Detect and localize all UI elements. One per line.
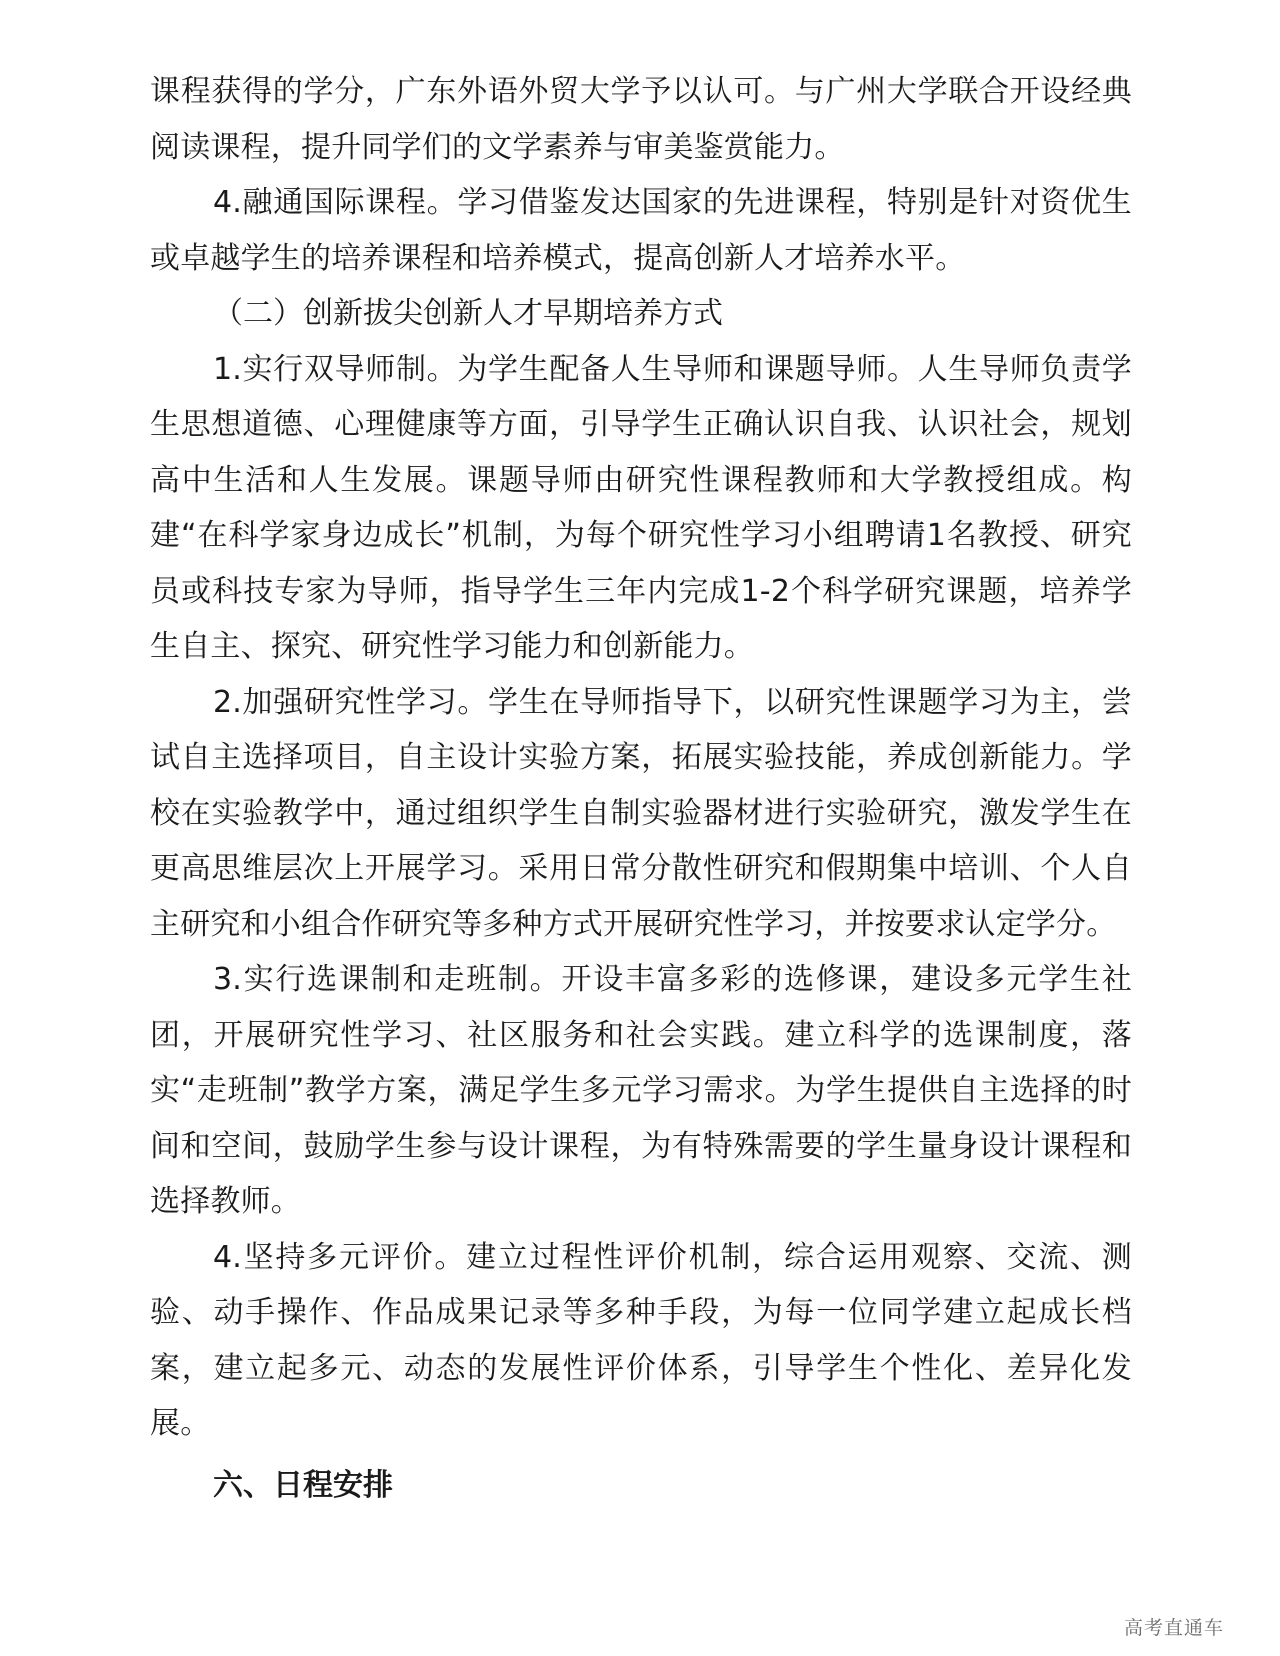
paragraph-dual-mentor: 1.实行双导师制。为学生配备人生导师和课题导师。人生导师负责学生思想道德、心理健康等方面，引导学生正确认识自我、认识社会，规划高中生活和人生发展。课题导师由研究性课程教师和大学教授组成。构建“在科学家身边成长”机制，为每个研究性学习小组聘请1名教授、研究员或科技专家为导师，指导学生三年内完成1-2个科学研究课题，培养学生自主、探究、研究性学习能力和创新能力。	[150, 351, 1132, 664]
paragraph-course-selection: 3.实行选课制和走班制。开设丰富多彩的选修课，建设多元学生社团，开展研究性学习、社区服务和社会实践。建立科学的选课制度，落实“走班制”教学方案，满足学生多元学习需求。为学生提供自主选择的时间和空间，鼓励学生参与设计课程，为有特殊需要的学生量身设计课程和选择教师。	[150, 962, 1132, 1219]
document-body	[150, 64, 1132, 1513]
section-heading: 六、日程安排	[213, 1467, 393, 1503]
subsection-heading: （二）创新拔尖创新人才早期培养方式	[213, 296, 723, 331]
paragraph-evaluation: 4.坚持多元评价。建立过程性评价机制，综合运用观察、交流、测验、动手操作、作品成果记录等多种手段，为每一位同学建立起成长档案，建立起多元、动态的发展性评价体系，引导学生个性化、差异化发展。	[150, 1239, 1132, 1441]
paragraph-continued: 课程获得的学分，广东外语外贸大学予以认可。与广州大学联合开设经典阅读课程，提升同学们的文学素养与审美鉴赏能力。	[150, 74, 1132, 165]
paragraph-research-learning: 2.加强研究性学习。学生在导师指导下，以研究性课题学习为主，尝试自主选择项目，自主设计实验方案，拓展实验技能，养成创新能力。学校在实验教学中，通过组织学生自制实验器材进行实验研究，激发学生在更高思维层次上开展学习。采用日常分散性研究和假期集中培训、个人自主研究和小组合作研究等多种方式开展研究性学习，并按要求认定学分。	[150, 684, 1132, 942]
paragraph-international-courses: 4.融通国际课程。学习借鉴发达国家的先进课程，特别是针对资优生或卓越学生的培养课程和培养模式，提高创新人才培养水平。	[150, 185, 1132, 276]
watermark: 高考直通车	[1123, 1617, 1224, 1639]
